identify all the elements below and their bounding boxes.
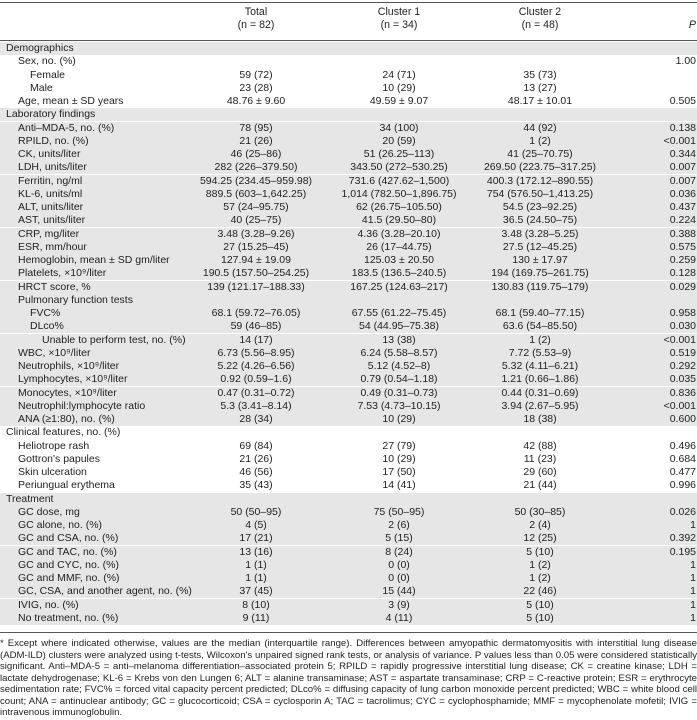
cell-p-value: 0.996: [669, 479, 696, 492]
cell-p-value: 0.496: [669, 439, 696, 452]
table-footnote: * Except where indicated otherwise, values are the median (interquartile range). Differences between amyopathic dermatomyositis with interstitial lung disease (ADM-ILD) clusters were analyzed using t-tests, Wilcoxon's unpaired signed rank tests, or analysis of variance. P values less than 0.05 were considered statistically significant. Anti–MDA-5 = anti–melanoma differentiation–associated protein 5; RPILD = rapidly progressive interstitial lung disease; CK = creatine kinase; LDH = lactate dehydrogenase; KL-6 = Krebs von den Lungen 6; ALT = alanine transaminase; AST = aspartate transaminase; CRP = C-reactive protein; ESR = erythrocyte sedimentation rate; FVC% = forced vital capacity percent predicted; DLco% = diffusing capacity of lung carbon monoxide percent predicted; WBC = white blood cell count; ANA = antinuclear antibody; GC = glucocorticoid; CSA = cyclosporin A; TAC = tacrolimus; CYC = cyclophosphamide; MMF = mycophenolate mofetil; IVIG = intravenous immunoglobulin.: [0, 638, 697, 718]
table-row: [0, 294, 697, 307]
top-rule: [0, 2, 697, 3]
cell-cluster2: 42 (88): [523, 439, 557, 452]
table-row: [0, 360, 697, 373]
cell-cluster2: 5 (10): [526, 545, 554, 558]
row-label: Anti–MDA-5, no. (%): [18, 121, 115, 134]
row-label: ESR, mm/hour: [18, 240, 87, 253]
cell-total: 0.47 (0.31–0.72): [217, 386, 295, 399]
table-row: [0, 466, 697, 479]
cell-cluster1: 0 (0): [388, 558, 410, 571]
row-label: LDH, units/liter: [18, 161, 87, 174]
cell-p-value: <0.001: [663, 134, 696, 147]
row-label: Ferritin, ng/ml: [18, 174, 83, 187]
cell-cluster1: 167.25 (124.63–217): [350, 280, 448, 293]
table-row: [0, 82, 697, 95]
cell-cluster2: 1 (2): [529, 558, 551, 571]
cell-p-value: 1.00: [675, 55, 696, 68]
table-row: [0, 546, 697, 559]
cell-p-value: 1: [690, 611, 696, 624]
row-label: Unable to perform test, no. (%): [42, 333, 186, 346]
cell-p-value: 0.958: [669, 307, 696, 319]
table-row: [0, 95, 697, 108]
row-label: WBC, ×10⁹/liter: [18, 346, 91, 359]
cell-total: 282 (226–379.50): [214, 161, 298, 174]
cell-cluster2: 130 ± 17.97: [512, 254, 568, 266]
cell-cluster2: 1 (2): [529, 572, 551, 584]
cell-cluster1: 13 (38): [382, 333, 416, 346]
table-row: [0, 572, 697, 585]
row-label: GC dose, mg: [18, 505, 80, 518]
cell-total: 35 (43): [239, 479, 273, 492]
col-cluster2-title: Cluster 2: [518, 6, 562, 18]
cell-total: 46 (56): [239, 466, 273, 478]
cell-p-value: 0.575: [669, 240, 696, 253]
row-label: Monocytes, ×10⁹/liter: [18, 386, 117, 399]
table-row: [0, 188, 697, 201]
cell-total: 1 (1): [245, 572, 267, 584]
cell-cluster2: 1 (2): [529, 134, 551, 147]
cell-total: 59 (46–85): [230, 320, 282, 333]
cell-cluster1: 2 (6): [388, 519, 410, 531]
cell-p-value: 0.195: [669, 545, 696, 558]
row-label: GC and TAC, no. (%): [18, 545, 117, 558]
cell-cluster2: 269.50 (223.75–317.25): [483, 161, 597, 174]
cell-p-value: 0.392: [669, 532, 696, 545]
cell-cluster1: 51 (26.25–113): [363, 148, 435, 160]
table-row: [0, 387, 697, 400]
cell-total: 13 (16): [239, 545, 273, 558]
table-row: [0, 413, 697, 426]
col-cluster2-n: (n = 48): [521, 19, 559, 31]
cell-cluster1: 0 (0): [388, 572, 410, 584]
cell-p-value: 1: [690, 572, 696, 584]
cell-cluster1: 34 (100): [379, 121, 419, 134]
table-row: [0, 479, 697, 492]
cell-cluster2: 68.1 (59.40–77.15): [495, 307, 585, 319]
row-label: ANA (≥1:80), no. (%): [18, 413, 115, 425]
cell-cluster1: 62 (26.75–105.50): [356, 201, 442, 213]
row-label: Lymphocytes, ×10⁹/liter: [18, 373, 128, 386]
row-label: Periungual erythema: [18, 479, 115, 492]
cell-cluster1: 183.5 (136.5–240.5): [351, 267, 447, 280]
table-row: [0, 214, 697, 227]
cell-p-value: 0.684: [669, 452, 696, 465]
table-row: [0, 453, 697, 466]
cell-p-value: 0.836: [669, 386, 696, 399]
row-label: GC and CYC, no. (%): [18, 558, 119, 571]
cell-cluster2: 54.5 (23–92.25): [502, 201, 578, 213]
table-row: [0, 320, 697, 333]
cell-p-value: 0.477: [669, 466, 696, 478]
cell-total: 23 (28): [239, 81, 273, 94]
row-label: Skin ulceration: [18, 466, 87, 478]
row-label: GC alone, no. (%): [18, 519, 103, 531]
row-label: KL-6, units/ml: [18, 187, 83, 200]
table-row: [0, 135, 697, 148]
row-label: Female: [30, 68, 66, 81]
table-row: [0, 281, 697, 294]
cell-cluster2: 13 (27): [523, 81, 557, 94]
cell-cluster2: 29 (60): [523, 466, 557, 478]
cell-cluster1: 20 (59): [382, 134, 416, 147]
cell-cluster2: 27.5 (12–45.25): [502, 240, 578, 253]
row-label: ALT, units/liter: [18, 201, 84, 213]
cell-p-value: 0.035: [669, 373, 696, 386]
cell-total: 190.5 (157.50–254.25): [202, 267, 310, 280]
cell-cluster2: 44 (92): [523, 121, 557, 134]
cell-total: 127.94 ± 19.09: [221, 254, 291, 266]
table-row: [0, 426, 697, 439]
cell-total: 50 (50–95): [230, 505, 282, 518]
row-label: Sex, no. (%): [18, 55, 76, 68]
cell-cluster2: 5 (10): [526, 598, 554, 611]
cell-total: 57 (24–95.75): [223, 201, 289, 213]
cell-total: 21 (26): [239, 452, 273, 465]
table-row: [0, 148, 697, 161]
table-row: [0, 254, 697, 267]
cell-total: 48.76 ± 9.60: [226, 95, 286, 107]
col-cluster2-header: [472, 6, 608, 32]
cell-p-value: 0.505: [669, 95, 696, 107]
cell-cluster1: 4.36 (3.28–20.10): [357, 227, 441, 240]
cell-p-value: 0.344: [669, 148, 696, 160]
cell-cluster1: 3 (9): [388, 598, 410, 611]
row-label: Neutrophil:lymphocyte ratio: [18, 399, 146, 412]
cell-p-value: 1: [690, 558, 696, 571]
cell-p-value: 0.007: [669, 174, 696, 187]
cell-total: 9 (11): [242, 611, 270, 624]
cell-p-value: 0.388: [669, 227, 696, 240]
cell-cluster2: 18 (38): [523, 413, 557, 425]
cell-cluster2: 12 (25): [523, 532, 557, 545]
cell-total: 3.48 (3.28–9.26): [217, 227, 295, 240]
cell-p-value: 0.026: [669, 505, 696, 518]
row-label: GC and MMF, no. (%): [18, 572, 120, 584]
cell-p-value: 1: [690, 598, 696, 611]
col-p-header: P: [688, 19, 696, 31]
cell-cluster1: 26 (17–44.75): [366, 240, 432, 253]
cell-cluster2: 22 (46): [523, 585, 557, 598]
table-row: [0, 307, 697, 320]
table-row: [0, 506, 697, 519]
cell-total: 0.92 (0.59–1.6): [220, 373, 292, 386]
cell-total: 17 (21): [239, 532, 273, 545]
table-row: [0, 585, 697, 598]
table-row: [0, 175, 697, 188]
row-label: CK, units/liter: [18, 148, 81, 160]
row-label: Pulmonary function tests: [18, 293, 133, 306]
cell-cluster1: 10 (29): [382, 81, 416, 94]
cell-cluster1: 41.5 (29.50–80): [361, 214, 437, 227]
row-label: CRP, mg/liter: [18, 227, 80, 240]
table-row: [0, 108, 697, 121]
row-label: Heliotrope rash: [18, 439, 90, 452]
table-row: [0, 55, 697, 68]
bottom-rule: [0, 632, 697, 633]
table-row: [0, 519, 697, 532]
cell-cluster1: 0.79 (0.54–1.18): [360, 373, 438, 386]
cell-p-value: 0.138: [669, 121, 696, 134]
cell-p-value: 0.128: [669, 267, 696, 280]
cell-total: 59 (72): [239, 68, 273, 81]
cell-total: 1 (1): [245, 558, 267, 571]
cell-total: 46 (25–86): [230, 148, 282, 160]
table-row: [0, 267, 697, 280]
cell-p-value: 0.519: [669, 346, 696, 359]
row-label: Neutrophils, ×10⁹/liter: [18, 360, 120, 372]
table-row: [0, 228, 697, 241]
header-rule: [0, 40, 697, 41]
cell-cluster1: 17 (50): [382, 466, 416, 478]
row-label: Age, mean ± SD years: [18, 95, 124, 107]
row-label: Platelets, ×10⁹/liter: [18, 267, 107, 280]
table-row: [0, 334, 697, 347]
cell-total: 27 (15.25–45): [223, 240, 289, 253]
table-row: [0, 201, 697, 214]
row-label: Laboratory findings: [6, 108, 96, 121]
row-label: Clinical features, no. (%): [6, 426, 121, 439]
cell-total: 594.25 (234.45–959.98): [199, 174, 313, 187]
col-total-header: [188, 6, 324, 32]
cell-p-value: 1: [690, 519, 696, 531]
cell-total: 78 (95): [239, 121, 273, 134]
cell-cluster2: 3.94 (2.67–5.95): [501, 399, 579, 412]
table-row: [0, 122, 697, 135]
cell-total: 37 (45): [239, 585, 273, 598]
table-row: [0, 612, 697, 625]
table-row: [0, 532, 697, 545]
cell-total: 5.3 (3.41–8.14): [220, 399, 292, 412]
cell-cluster1: 7.53 (4.73–10.15): [357, 399, 441, 412]
table-header: [0, 6, 697, 40]
cell-cluster1: 49.59 ± 9.07: [369, 95, 429, 107]
cell-p-value: 1: [690, 585, 696, 598]
cell-cluster1: 27 (79): [382, 439, 416, 452]
cell-cluster2: 11 (23): [523, 452, 557, 465]
row-label: IVIG, no. (%): [18, 598, 79, 611]
cell-total: 5.22 (4.26–6.56): [217, 360, 295, 372]
cell-cluster2: 194 (169.75–261.75): [491, 267, 589, 280]
cell-cluster1: 67.55 (61.22–75.45): [351, 307, 447, 319]
cell-total: 889.5 (603–1,642.25): [205, 187, 307, 200]
cell-p-value: 0.259: [669, 254, 696, 266]
cell-cluster1: 14 (41): [382, 479, 416, 492]
table-row: [0, 42, 697, 55]
cell-cluster2: 5.32 (4.11–6.21): [501, 360, 579, 372]
cell-p-value: 0.007: [669, 161, 696, 174]
table-row: [0, 241, 697, 254]
cell-total: 4 (5): [245, 519, 267, 531]
table-row: [0, 493, 697, 506]
cell-cluster1: 6.24 (5.58–8.57): [360, 346, 438, 359]
cell-p-value: 0.292: [669, 360, 696, 372]
cell-cluster2: 130.83 (119.75–179): [491, 280, 589, 293]
row-label: HRCT score, %: [18, 280, 91, 293]
cell-total: 21 (26): [239, 134, 273, 147]
cell-cluster2: 21 (44): [523, 479, 557, 492]
col-cluster1-title: Cluster 1: [377, 6, 421, 18]
cell-p-value: 0.029: [669, 280, 696, 293]
cell-cluster1: 731.6 (427.62–1,500): [348, 174, 450, 187]
cell-cluster1: 5.12 (4.52–8): [367, 360, 431, 372]
row-label: Demographics: [6, 42, 74, 54]
table-row: [0, 559, 697, 572]
cell-cluster2: 63.6 (54–85.50): [502, 320, 578, 333]
cell-total: 6.73 (5.56–8.95): [217, 346, 295, 359]
row-label: DLco%: [30, 320, 64, 333]
row-label: AST, units/liter: [18, 214, 86, 227]
cell-total: 28 (34): [239, 413, 273, 425]
cell-p-value: 0.030: [669, 320, 696, 333]
cell-cluster1: 54 (44.95–75.38): [359, 320, 439, 333]
cell-cluster1: 10 (29): [382, 413, 416, 425]
cell-cluster2: 36.5 (24.50–75): [502, 214, 578, 227]
row-label: GC, CSA, and another agent, no. (%): [18, 585, 192, 598]
cell-total: 139 (121.17–188.33): [207, 280, 305, 293]
cell-cluster1: 5 (15): [385, 532, 413, 545]
cell-cluster2: 7.72 (5.53–9): [508, 346, 572, 359]
cell-cluster1: 8 (24): [385, 545, 413, 558]
cell-cluster2: 3.48 (3.28–5.25): [501, 227, 579, 240]
cell-p-value: <0.001: [663, 399, 696, 412]
col-cluster1-header: [330, 6, 468, 32]
cell-cluster1: 1,014 (782.50–1,896.75): [341, 187, 457, 200]
cell-cluster2: 1 (2): [529, 333, 551, 346]
table-row: [0, 599, 697, 612]
cell-p-value: 0.036: [669, 187, 696, 200]
cell-cluster2: 48.17 ± 10.01: [507, 95, 573, 107]
cell-total: 69 (84): [239, 439, 273, 452]
cell-cluster2: 50 (30–85): [514, 505, 566, 518]
row-label: RPILD, no. (%): [18, 134, 89, 147]
cell-cluster2: 0.44 (0.31–0.69): [501, 386, 579, 399]
row-label: Male: [30, 81, 53, 94]
cell-total: 14 (17): [239, 333, 273, 346]
cell-cluster2: 35 (73): [523, 68, 557, 81]
row-label: Gottron's papules: [18, 452, 100, 465]
table-row: [0, 69, 697, 82]
col-total-n: (n = 82): [237, 19, 275, 31]
cell-cluster2: 400.3 (172.12–890.55): [486, 174, 594, 187]
cell-cluster2: 1.21 (0.66–1.86): [501, 373, 579, 386]
row-label: FVC%: [30, 307, 61, 319]
table-row: [0, 161, 697, 174]
table-row: [0, 373, 697, 386]
col-cluster1-n: (n = 34): [380, 19, 418, 31]
cell-p-value: <0.001: [663, 333, 696, 346]
cell-cluster2: 754 (576.50–1,413.25): [486, 187, 594, 200]
cell-cluster1: 75 (50–95): [373, 505, 425, 518]
cell-cluster1: 10 (29): [382, 452, 416, 465]
cell-cluster1: 15 (44): [382, 585, 416, 598]
cell-cluster2: 5 (10): [526, 611, 554, 624]
row-label: GC and CSA, no. (%): [18, 532, 119, 545]
cell-cluster1: 0.49 (0.31–0.73): [360, 386, 438, 399]
cell-cluster1: 4 (11): [385, 611, 413, 624]
cell-cluster2: 2 (4): [529, 519, 551, 531]
cell-total: 8 (10): [242, 598, 270, 611]
cell-cluster1: 125.03 ± 20.50: [364, 254, 434, 266]
cell-total: 40 (25–75): [230, 214, 282, 227]
row-label: Hemoglobin, mean ± SD gm/liter: [18, 254, 170, 266]
cell-cluster1: 343.50 (272–530.25): [350, 161, 448, 174]
cell-cluster2: 41 (25–70.75): [507, 148, 573, 160]
row-label: No treatment, no. (%): [18, 611, 119, 624]
cell-p-value: 0.437: [669, 201, 696, 213]
cell-p-value: 0.224: [669, 214, 696, 227]
table-row: [0, 440, 697, 453]
col-total-title: Total: [244, 6, 268, 18]
cell-total: 68.1 (59.72–76.05): [211, 307, 301, 319]
cell-p-value: 0.600: [669, 413, 696, 425]
table-row: [0, 400, 697, 413]
cell-cluster1: 24 (71): [382, 68, 416, 81]
row-label: Treatment: [6, 492, 54, 505]
table-row: [0, 347, 697, 360]
